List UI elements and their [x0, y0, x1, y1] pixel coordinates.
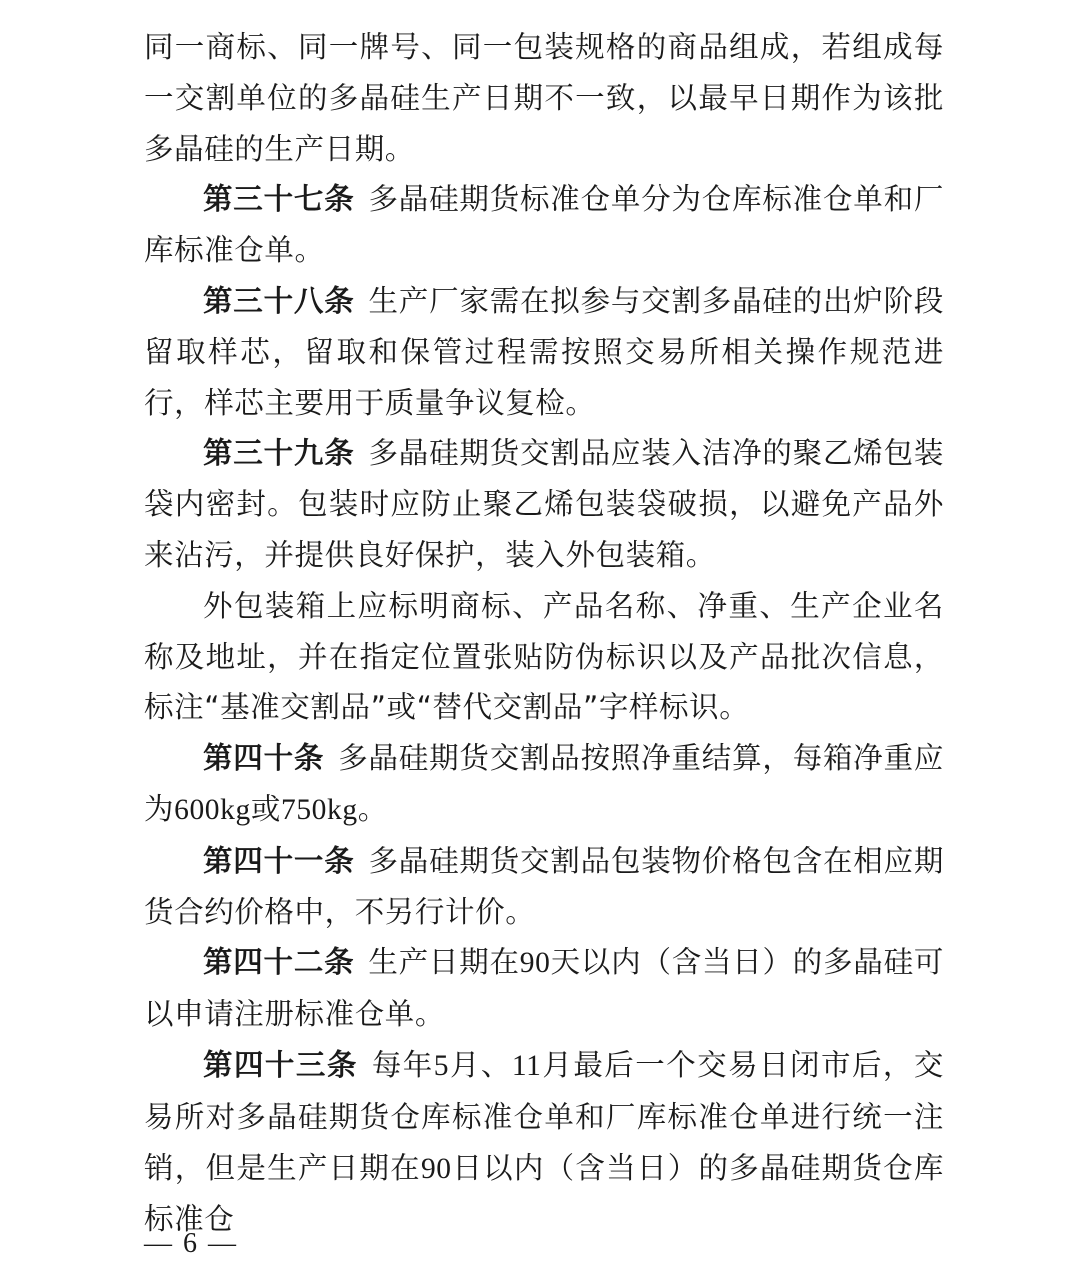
paragraph-text: 多晶硅期货交割品包装物价格包含在相应期货合约价格中，不另行计价。 [144, 843, 944, 929]
article-39 [144, 428, 944, 580]
article-42 [144, 937, 944, 1040]
paragraph-text: 生产厂家需在拟参与交割多晶硅的出炉阶段留取样芯，留取和保管过程需按照交易所相关操作规范进行，样芯主要用于质量争议复检。 [144, 283, 944, 420]
article-40 [144, 733, 944, 836]
paragraph-text: 生产日期在90天以内（含当日）的多晶硅可以申请注册标准仓单。 [144, 945, 944, 1032]
article-37 [144, 174, 944, 276]
paragraph-text: 多晶硅期货交割品应装入洁净的聚乙烯包装袋内密封。包装时应防止聚乙烯包装袋破损，以避免产品外来沾污，并提供良好保护，装入外包装箱。 [144, 436, 944, 572]
article-39-paragraph-2 [144, 581, 944, 733]
paragraph-text: 每年5月、11月最后一个交易日闭市后，交易所对多晶硅期货仓库标准仓单和厂库标准仓单进行统一注销，但是生产日期在90日以内（含当日）的多晶硅期货仓库标准仓 [144, 1047, 944, 1237]
article-heading: 第三十九条 [203, 436, 355, 471]
article-heading: 第四十三条 [203, 1047, 358, 1082]
article-heading: 第四十二条 [203, 945, 355, 980]
article-38 [144, 276, 944, 428]
paragraph-text: 多晶硅期货标准仓单分为仓库标准仓单和厂库标准仓单。 [144, 182, 944, 268]
document-body [144, 22, 944, 1245]
article-heading: 第四十条 [203, 741, 325, 776]
page-number: — 6 — [144, 1228, 238, 1259]
article-heading: 第四十一条 [203, 843, 355, 878]
paragraph-continuation [144, 22, 944, 174]
article-heading: 第三十八条 [203, 283, 355, 318]
paragraph-text: 外包装箱上应标明商标、产品名称、净重、生产企业名称及地址，并在指定位置张贴防伪标识以及产品批次信息，标注“基准交割品”或“替代交割品”字样标识。 [144, 588, 944, 725]
paragraph-text: 多晶硅期货交割品按照净重结算，每箱净重应为600kg或750kg。 [144, 741, 944, 826]
article-43 [144, 1040, 944, 1245]
article-heading: 第三十七条 [203, 182, 355, 217]
paragraph-text: 同一商标、同一牌号、同一包装规格的商品组成，若组成每一交割单位的多晶硅生产日期不一致，以最早日期作为该批多晶硅的生产日期。 [144, 30, 944, 166]
article-41 [144, 836, 944, 938]
